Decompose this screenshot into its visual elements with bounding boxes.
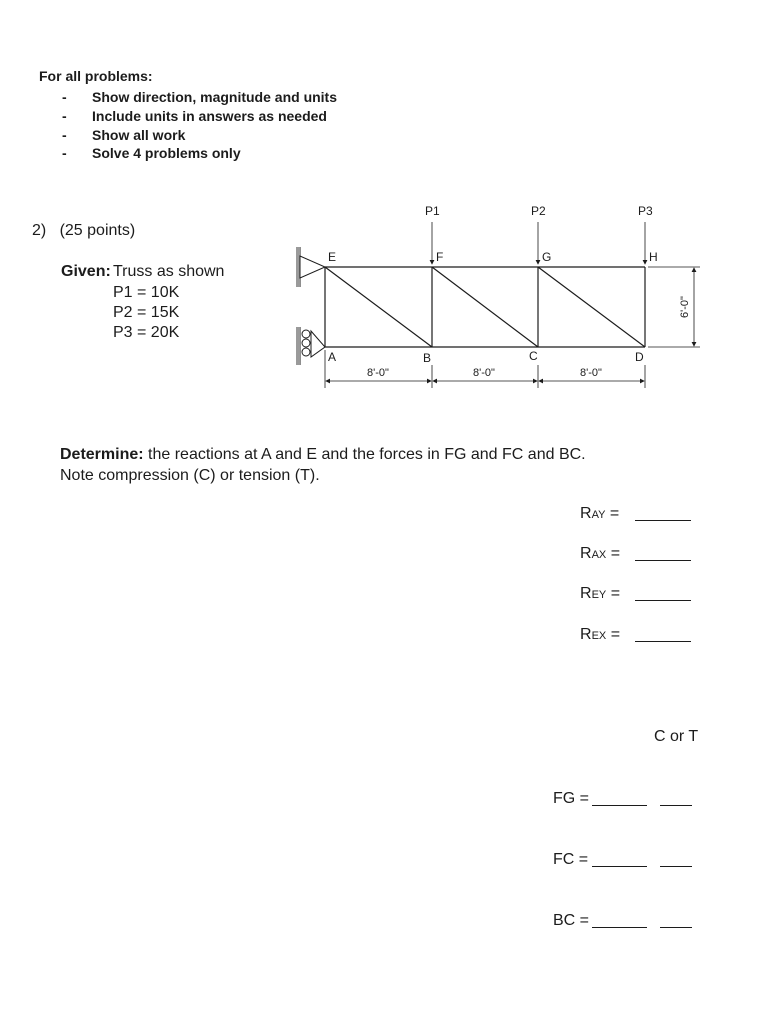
determine-statement — [60, 446, 586, 464]
answer-blank-rax[interactable] — [635, 546, 691, 561]
answer-blank-bc[interactable] — [592, 913, 647, 928]
instruction-item: - Show all work — [62, 126, 186, 143]
given-description: Truss as shown — [113, 263, 225, 280]
c-or-t-header: C or T — [654, 728, 699, 745]
load-label: P1 — [425, 204, 440, 218]
answer-blank-fc[interactable] — [592, 852, 647, 867]
answer-blank-rey[interactable] — [635, 586, 691, 601]
node-label: B — [423, 351, 432, 365]
reaction-row: REY = — [580, 585, 621, 602]
answer-blank-rex[interactable] — [635, 627, 691, 642]
height-dimension-label: 6'-0" — [679, 296, 691, 318]
load-label: P2 — [531, 204, 546, 218]
reaction-row: REX = — [580, 626, 621, 643]
instructions-title: For all problems: — [39, 68, 153, 84]
answer-blank-fg[interactable] — [592, 791, 647, 806]
member-GD — [538, 267, 645, 347]
instruction-item: - Show direction, magnitude and units — [62, 89, 338, 105]
instruction-item: - Solve 4 problems only — [62, 145, 241, 162]
answer-blank-ray[interactable] — [635, 506, 691, 521]
member-label: BC = — [553, 912, 590, 929]
member-label: FG = — [553, 790, 590, 807]
pin-support-E — [296, 247, 325, 287]
member-label: FC = — [553, 851, 589, 868]
node-label: F — [436, 250, 444, 264]
answer-blank-fg-ct[interactable] — [660, 791, 692, 806]
answer-blank-fc-ct[interactable] — [660, 852, 692, 867]
determine-note: Note compression (C) or tension (T). — [60, 467, 320, 484]
problem-points: (25 points) — [59, 222, 136, 239]
member-FC — [432, 267, 538, 347]
node-label: E — [328, 250, 337, 264]
dimension-label: 8'-0" — [473, 367, 495, 379]
determine-text: the reactions at A and E and the forces in FG and FC and BC. — [143, 446, 586, 463]
member-EB — [325, 267, 432, 347]
node-label: H — [649, 250, 658, 264]
reaction-row: RAX = — [580, 545, 621, 562]
node-label: C — [529, 349, 538, 363]
node-label: D — [635, 350, 644, 364]
load-item: P3 = 20K — [113, 324, 180, 341]
node-label: A — [328, 350, 337, 364]
answer-blank-bc-ct[interactable] — [660, 913, 692, 928]
node-label: G — [542, 250, 552, 264]
determine-label: Determine: — [60, 446, 144, 463]
given-label: Given: — [61, 263, 111, 280]
instruction-item: - Include units in answers as needed — [62, 107, 327, 124]
reaction-row: RAY = — [580, 505, 620, 522]
load-label: P3 — [638, 204, 653, 218]
roller-support-A — [296, 327, 325, 365]
problem-number: 2) — [32, 222, 47, 239]
dimension-label: 8'-0" — [580, 367, 602, 379]
load-item: P1 = 10K — [113, 284, 180, 301]
load-item: P2 = 15K — [113, 304, 180, 321]
dimension-label: 8'-0" — [367, 367, 389, 379]
